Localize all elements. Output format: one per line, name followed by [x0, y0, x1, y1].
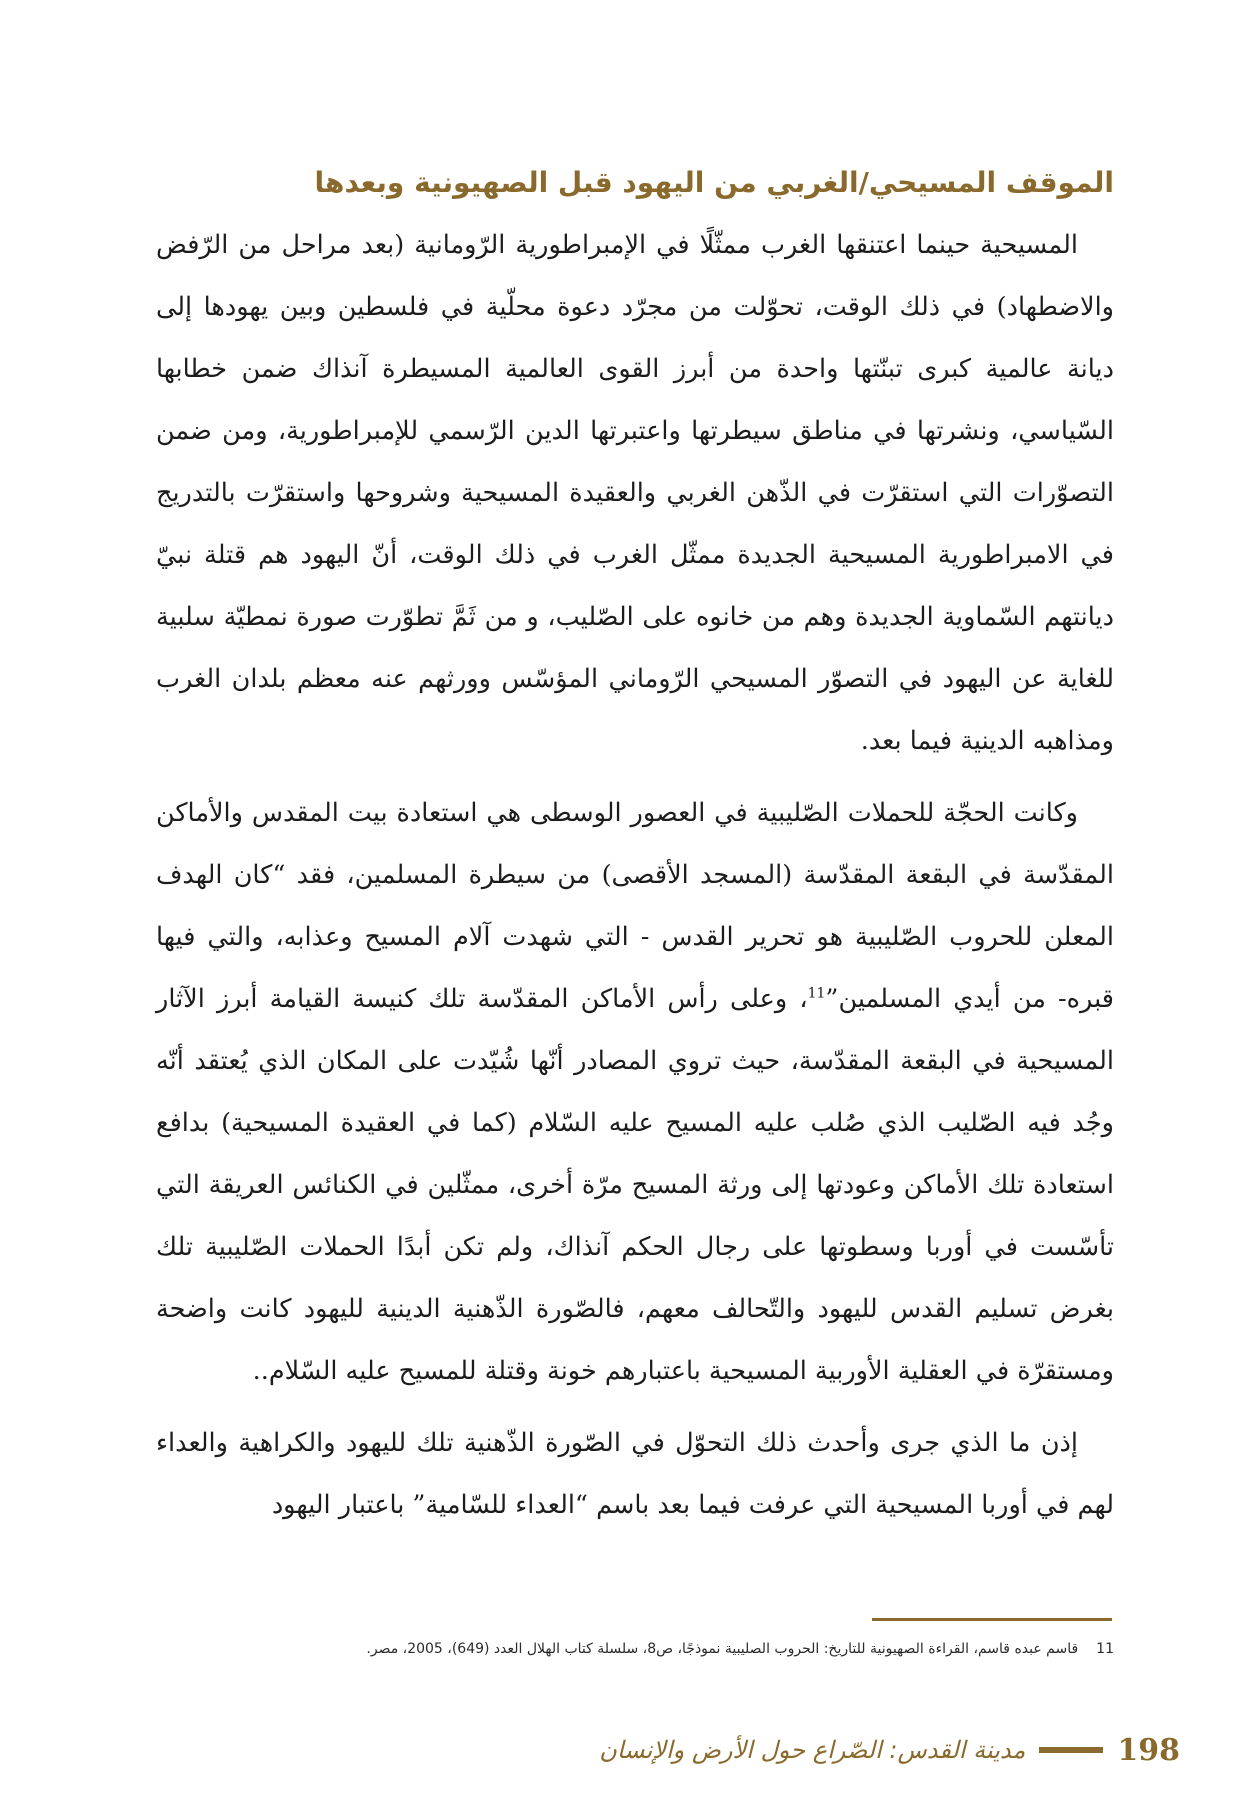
footer-divider-bar — [1039, 1747, 1103, 1753]
footnote — [150, 1638, 1114, 1660]
footnote-number: 11 — [1096, 1641, 1114, 1657]
footnote-text: قاسم عبده قاسم، القراءة الصهيونية للتاريخ: الحروب الصليبية نموذجًا، ص8، سلسلة كتاب الهلال العدد (649)، 2005، مصر. — [366, 1641, 1079, 1657]
footnote-divider — [872, 1618, 1112, 1621]
page-footer — [540, 1725, 1180, 1775]
main-text-column — [156, 150, 1114, 1546]
paragraph-2 — [156, 782, 1114, 1402]
paragraph-2-part-2: ، وعلى رأس الأماكن المقدّسة تلك كنيسة القيامة أبرز الآثار المسيحية في البقعة المقدّسة، حيث تروي المصادر أنّها شُيّدت على المكان الذي يُعتقد أنّه وجُد فيه الصّليب الذي صُلب عليه المسيح عليه السّلام (كما في العقيدة المسيحية) بدافع استعادة تلك الأماكن وعودتها إلى ورثة المسيح مرّة أخرى، ممثّلين في الكنائس العريقة التي تأسّست في أوربا وسطوتها على رجال الحكم آنذاك، ولم تكن أبدًا الحملات الصّليبية تلك بغرض تسليم القدس لليهود والتّحالف معهم، فالصّورة الذّهنية الدينية لليهود كانت واضحة ومستقرّة في العقلية الأوربية المسيحية باعتبارهم خونة وقتلة للمسيح عليه السّلام.. — [156, 984, 1114, 1386]
paragraph-3: إذن ما الذي جرى وأحدث ذلك التحوّل في الصّورة الذّهنية تلك لليهود والكراهية والعداء لهم في أوربا المسيحية التي عرفت فيما بعد باسم “العداء للسّامية” باعتبار اليهود — [156, 1428, 1114, 1520]
paragraph-2-part-1: وكانت الحجّة للحملات الصّليبية في العصور الوسطى هي استعادة بيت المقدس والأماكن المقدّسة في البقعة المقدّسة (المسجد الأقصى) من سيطرة المسلمين، فقد “كان الهدف المعلن للحروب الصّليبية هو تحرير القدس - التي شهدت آلام المسيح وعذابه، والتي فيها قبره- من أيدي المسلمين” — [156, 798, 1114, 1014]
footnote-reference[interactable]: 11 — [807, 985, 826, 1002]
section-heading: الموقف المسيحي/الغربي من اليهود قبل الصهيونية وبعدها — [314, 166, 1114, 199]
paragraph-1: المسيحية حينما اعتنقها الغرب ممثّلًا في الإمبراطورية الرّومانية (بعد مراحل من الرّفض والاضطهاد) في ذلك الوقت، تحوّلت من مجرّد دعوة محلّية في فلسطين وبين يهودها إلى ديانة عالمية كبرى تبنّتها واحدة من أبرز القوى العالمية المسيطرة آنذاك ضمن خطابها السّياسي، ونشرتها في مناطق سيطرتها واعتبرتها الدين الرّسمي للإمبراطورية، ومن ضمن التصوّرات التي استقرّت في الذّهن الغربي والعقيدة المسيحية وشروحها واستقرّت بالتدريج في الامبراطورية المسيحية الجديدة ممثّل الغرب في ذلك الوقت، أنّ اليهود هم قتلة نبيّ ديانتهم السّماوية الجديدة وهم من خانوه على الصّليب، و من ثَمَّ تطوّرت صورة نمطيّة سلبية للغاية عن اليهود في التصوّر المسيحي الرّوماني المؤسّس وورثهم عنه معظم بلدان الغرب ومذاهبه الدينية فيما بعد. — [156, 230, 1114, 756]
page-number: 198 — [1117, 1732, 1180, 1768]
book-title: مدينة القدس: الصّراع حول الأرض والإنسان — [599, 1736, 1026, 1764]
